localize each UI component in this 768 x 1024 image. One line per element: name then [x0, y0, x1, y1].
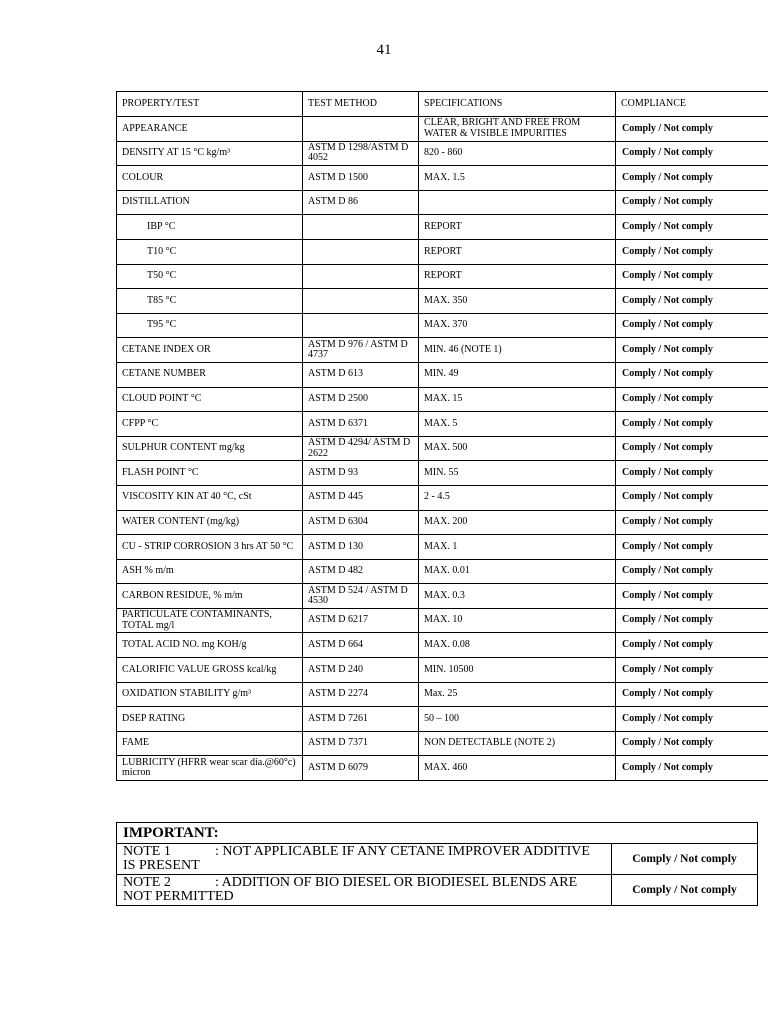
specification-cell: MIN. 49: [419, 362, 616, 387]
header-test-method: TEST METHOD: [303, 92, 419, 117]
compliance-cell: Comply / Not comply: [616, 215, 768, 240]
test-method-cell: ASTM D 2274: [303, 682, 419, 707]
property-cell: ASH % m/m: [117, 559, 303, 584]
test-method-cell: ASTM D 86: [303, 190, 419, 215]
table-row: [117, 461, 768, 486]
table-row: [117, 559, 768, 584]
specification-cell: REPORT: [419, 215, 616, 240]
compliance-cell: Comply / Not comply: [616, 608, 768, 633]
specification-cell: MAX. 1.5: [419, 166, 616, 191]
table-row: [117, 412, 768, 437]
test-method-cell: ASTM D 445: [303, 485, 419, 510]
header-compliance: COMPLIANCE: [616, 92, 768, 117]
compliance-cell: Comply / Not comply: [616, 338, 768, 363]
important-heading: IMPORTANT:: [117, 823, 758, 844]
property-cell: FAME: [117, 731, 303, 756]
property-cell: COLOUR: [117, 166, 303, 191]
property-cell: IBP °C: [117, 215, 303, 240]
table-row: [117, 239, 768, 264]
table-row: [117, 362, 768, 387]
specification-cell: MAX. 460: [419, 756, 616, 781]
compliance-cell: Comply / Not comply: [616, 190, 768, 215]
property-cell: LUBRICITY (HFRR wear scar dia.@60°c) micron: [117, 756, 303, 781]
compliance-cell: Comply / Not comply: [616, 289, 768, 314]
test-method-cell: ASTM D 130: [303, 535, 419, 560]
table-row: [117, 166, 768, 191]
compliance-cell: Comply / Not comply: [616, 239, 768, 264]
compliance-cell: Comply / Not comply: [616, 633, 768, 658]
property-cell: CFPP °C: [117, 412, 303, 437]
specification-cell: MAX. 350: [419, 289, 616, 314]
test-method-cell: ASTM D 664: [303, 633, 419, 658]
header-specifications: SPECIFICATIONS: [419, 92, 616, 117]
property-cell: T10 °C: [117, 239, 303, 264]
specification-table: [116, 91, 768, 781]
property-cell: CLOUD POINT °C: [117, 387, 303, 412]
test-method-cell: ASTM D 1500: [303, 166, 419, 191]
compliance-cell: Comply / Not comply: [616, 387, 768, 412]
table-header-row: [117, 92, 768, 117]
compliance-cell: Comply / Not comply: [616, 584, 768, 609]
test-method-cell: ASTM D 93: [303, 461, 419, 486]
table-row: [117, 485, 768, 510]
test-method-cell: ASTM D 6304: [303, 510, 419, 535]
specification-cell: REPORT: [419, 239, 616, 264]
compliance-cell: Comply / Not comply: [616, 141, 768, 166]
note-text-cell: [117, 875, 612, 906]
property-cell: VISCOSITY KIN AT 40 °C, cSt: [117, 485, 303, 510]
table-row: [117, 633, 768, 658]
test-method-cell: ASTM D 482: [303, 559, 419, 584]
table-row: [117, 707, 768, 732]
specification-cell: MIN. 10500: [419, 658, 616, 683]
specification-cell: [419, 190, 616, 215]
test-method-cell: ASTM D 976 / ASTM D 4737: [303, 338, 419, 363]
specification-cell: 2 - 4.5: [419, 485, 616, 510]
note-compliance: Comply / Not comply: [612, 844, 758, 875]
test-method-cell: ASTM D 7371: [303, 731, 419, 756]
property-cell: CARBON RESIDUE, % m/m: [117, 584, 303, 609]
table-row: [117, 658, 768, 683]
test-method-cell: ASTM D 1298/ASTM D 4052: [303, 141, 419, 166]
test-method-cell: [303, 215, 419, 240]
table-row: [117, 436, 768, 461]
compliance-cell: Comply / Not comply: [616, 731, 768, 756]
table-row: [117, 584, 768, 609]
specification-cell: MAX. 200: [419, 510, 616, 535]
table-row: [117, 608, 768, 633]
test-method-cell: ASTM D 240: [303, 658, 419, 683]
compliance-cell: Comply / Not comply: [616, 461, 768, 486]
property-cell: DISTILLATION: [117, 190, 303, 215]
specification-cell: MAX. 0.01: [419, 559, 616, 584]
compliance-cell: Comply / Not comply: [616, 707, 768, 732]
note-label: NOTE 1: [123, 844, 171, 859]
compliance-cell: Comply / Not comply: [616, 436, 768, 461]
specification-cell: MAX. 5: [419, 412, 616, 437]
important-notes-table: [116, 822, 758, 906]
note-row: [117, 875, 758, 906]
property-cell: PARTICULATE CONTAMINANTS, TOTAL mg/l: [117, 608, 303, 633]
property-cell: WATER CONTENT (mg/kg): [117, 510, 303, 535]
test-method-cell: ASTM D 6371: [303, 412, 419, 437]
compliance-cell: Comply / Not comply: [616, 510, 768, 535]
specification-cell: MAX. 0.3: [419, 584, 616, 609]
property-cell: DENSITY AT 15 °C kg/m³: [117, 141, 303, 166]
test-method-cell: ASTM D 6217: [303, 608, 419, 633]
property-cell: FLASH POINT °C: [117, 461, 303, 486]
specification-cell: REPORT: [419, 264, 616, 289]
note-label: NOTE 2: [123, 875, 171, 890]
table-row: [117, 215, 768, 240]
note-compliance: Comply / Not comply: [612, 875, 758, 906]
property-cell: CU - STRIP CORROSION 3 hrs AT 50 °C: [117, 535, 303, 560]
table-row: [117, 117, 768, 142]
specification-cell: MIN. 55: [419, 461, 616, 486]
property-cell: APPEARANCE: [117, 117, 303, 142]
specification-cell: MAX. 0.08: [419, 633, 616, 658]
test-method-cell: ASTM D 7261: [303, 707, 419, 732]
compliance-cell: Comply / Not comply: [616, 264, 768, 289]
specification-cell: CLEAR, BRIGHT AND FREE FROM WATER & VISIBLE IMPURITIES: [419, 117, 616, 142]
compliance-cell: Comply / Not comply: [616, 117, 768, 142]
property-cell: T50 °C: [117, 264, 303, 289]
note-text: : ADDITION OF BIO DIESEL OR BIODIESEL BLENDS ARE NOT PERMITTED: [123, 875, 578, 904]
specification-cell: MAX. 370: [419, 313, 616, 338]
compliance-cell: Comply / Not comply: [616, 166, 768, 191]
specification-cell: 50 – 100: [419, 707, 616, 732]
specification-cell: MAX. 1: [419, 535, 616, 560]
specification-cell: MAX. 10: [419, 608, 616, 633]
compliance-cell: Comply / Not comply: [616, 756, 768, 781]
table-row: [117, 338, 768, 363]
property-cell: DSEP RATING: [117, 707, 303, 732]
property-cell: SULPHUR CONTENT mg/kg: [117, 436, 303, 461]
test-method-cell: [303, 117, 419, 142]
test-method-cell: ASTM D 2500: [303, 387, 419, 412]
table-row: [117, 289, 768, 314]
specification-cell: MAX. 15: [419, 387, 616, 412]
property-cell: CETANE NUMBER: [117, 362, 303, 387]
property-cell: TOTAL ACID NO. mg KOH/g: [117, 633, 303, 658]
table-row: [117, 190, 768, 215]
note-text: : NOT APPLICABLE IF ANY CETANE IMPROVER ADDITIVE IS PRESENT: [123, 844, 590, 873]
table-row: [117, 264, 768, 289]
property-cell: CALORIFIC VALUE GROSS kcal/kg: [117, 658, 303, 683]
property-cell: T85 °C: [117, 289, 303, 314]
specification-cell: MAX. 500: [419, 436, 616, 461]
table-row: [117, 510, 768, 535]
table-row: [117, 535, 768, 560]
page-number: 41: [376, 42, 392, 58]
compliance-cell: Comply / Not comply: [616, 535, 768, 560]
note-text-cell: [117, 844, 612, 875]
test-method-cell: ASTM D 6079: [303, 756, 419, 781]
property-cell: T95 °C: [117, 313, 303, 338]
table-row: [117, 756, 768, 781]
property-cell: CETANE INDEX OR: [117, 338, 303, 363]
table-row: [117, 141, 768, 166]
specification-cell: NON DETECTABLE (NOTE 2): [419, 731, 616, 756]
table-row: [117, 731, 768, 756]
property-cell: OXIDATION STABILITY g/m³: [117, 682, 303, 707]
note-row: [117, 844, 758, 875]
test-method-cell: [303, 264, 419, 289]
specification-cell: Max. 25: [419, 682, 616, 707]
header-property: PROPERTY/TEST: [117, 92, 303, 117]
compliance-cell: Comply / Not comply: [616, 658, 768, 683]
table-row: [117, 313, 768, 338]
specification-cell: MIN. 46 (NOTE 1): [419, 338, 616, 363]
test-method-cell: ASTM D 4294/ ASTM D 2622: [303, 436, 419, 461]
test-method-cell: ASTM D 524 / ASTM D 4530: [303, 584, 419, 609]
table-row: [117, 682, 768, 707]
compliance-cell: Comply / Not comply: [616, 313, 768, 338]
compliance-cell: Comply / Not comply: [616, 559, 768, 584]
compliance-cell: Comply / Not comply: [616, 485, 768, 510]
compliance-cell: Comply / Not comply: [616, 412, 768, 437]
test-method-cell: [303, 239, 419, 264]
table-row: [117, 387, 768, 412]
specification-cell: 820 - 860: [419, 141, 616, 166]
test-method-cell: ASTM D 613: [303, 362, 419, 387]
compliance-cell: Comply / Not comply: [616, 362, 768, 387]
test-method-cell: [303, 289, 419, 314]
test-method-cell: [303, 313, 419, 338]
compliance-cell: Comply / Not comply: [616, 682, 768, 707]
